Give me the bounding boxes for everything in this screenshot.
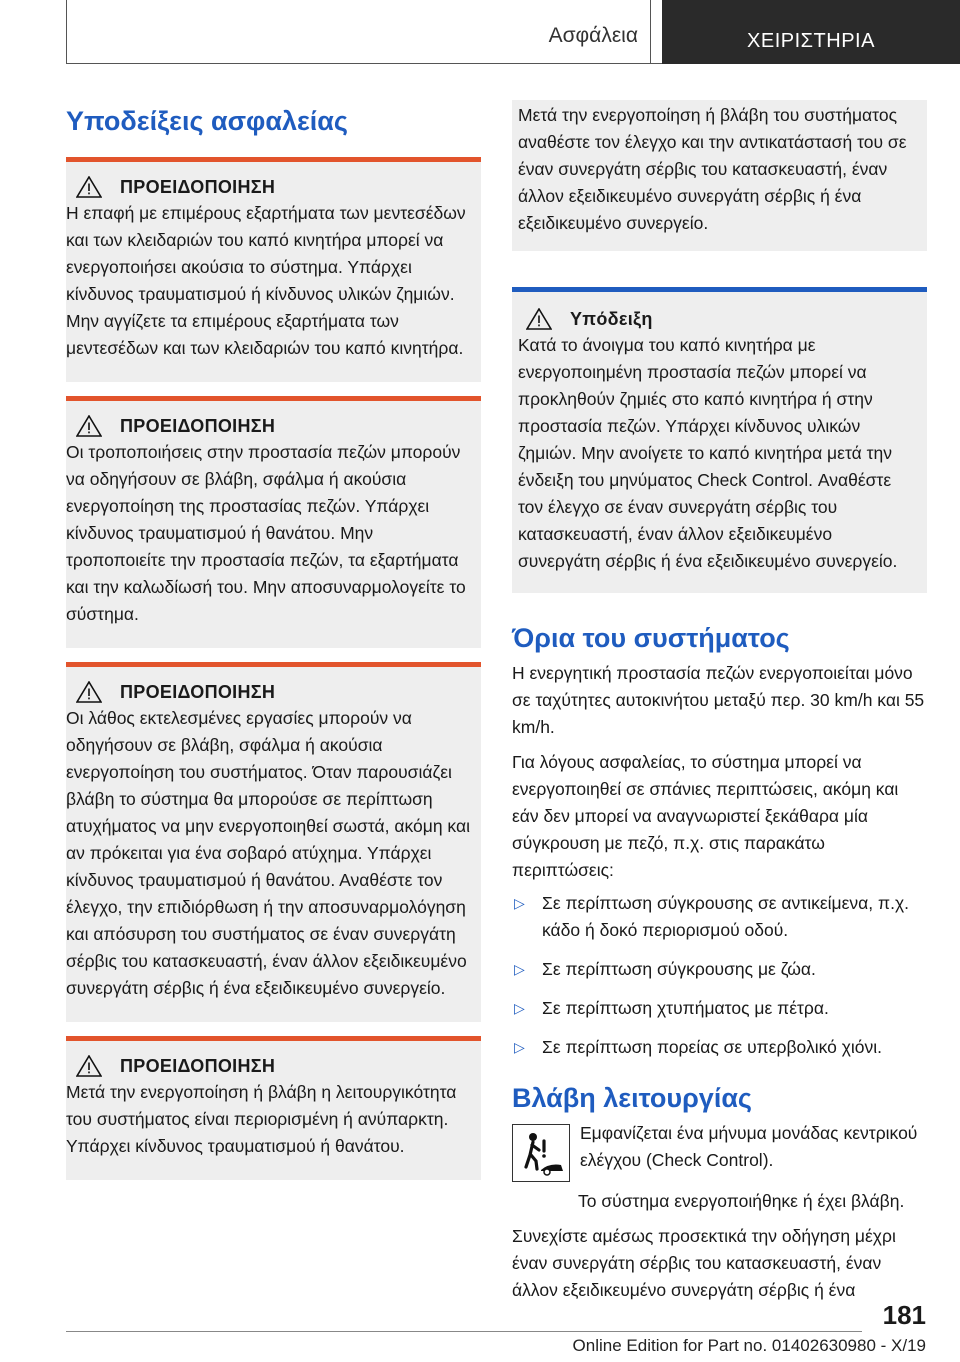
header-chapter: ΧΕΙΡΙΣΤΗΡΙΑ bbox=[662, 0, 960, 64]
section-title-limits: Όρια του συστήματος bbox=[512, 623, 790, 653]
triangle-bullet-icon: ▷ bbox=[514, 1039, 525, 1055]
list-item: ▷ Σε περίπτωση σύγκρουσης σε αντικείμενα, π.χ. κάδο ή δοκό περιορισμού οδού. bbox=[512, 890, 927, 944]
section-system-limits bbox=[512, 623, 927, 1061]
warning-text: Η επαφή με επιμέρους εξαρτήματα των μεντεσέδων και των κλειδαριών του καπό κινητήρα μπορεί να ενεργοποιήσει ακούσια το σύστημα. Υπάρχει κίνδυνος τραυματισμού ή κίνδυνος υλικών ζημιών. Μην αγγίζετε τα επιμέρους εξαρτήματα των μεντεσέδων και των κλειδαριών του καπό κινητήρα. bbox=[66, 203, 466, 358]
warning-box bbox=[66, 157, 481, 382]
warning-header bbox=[76, 176, 475, 198]
page-number: 181 bbox=[882, 1300, 926, 1330]
warning-header bbox=[76, 415, 475, 437]
paragraph: Η ενεργητική προστασία πεζών ενεργοποιείται μόνο σε ταχύτητες αυτοκινήτου μεταξύ περ. 30 km/h και 55 km/h. bbox=[512, 663, 925, 737]
paragraph: Συνεχίστε αμέσως προσεκτικά την οδήγηση μέχρι έναν συνεργάτη σέρβις του κατασκευαστή, έναν άλλον εξειδικευμένο συνεργάτη σέρβις ή ένα bbox=[512, 1226, 896, 1300]
warning-label: ΠΡΟΕΙΔΟΠΟΙΗΣΗ bbox=[120, 681, 276, 702]
note-text: Κατά το άνοιγμα του καπό κινητήρα με ενεργοποιημένη προστασία πεζών μπορεί να προκληθούν ζημιές στο καπό κινητήρα ή στην προστασία πεζών. Υπάρχει κίνδυνος υλικών ζημιών. Μην ανοίγετε το καπό κινητήρα μετά την ένδειξη του μηνύματος Check Control. Αναθέστε τον έλεγχο σε έναν συνεργάτη σέρβις του κατασκευαστή, έναν άλλον εξειδικευμένο συνεργάτη σέρβις ή ένα εξειδικευμένο συνεργείο. bbox=[518, 335, 898, 571]
header-section: Ασφάλεια bbox=[548, 24, 638, 47]
warning-label: ΠΡΟΕΙΔΟΠΟΙΗΣΗ bbox=[120, 415, 276, 436]
header-rule bbox=[66, 63, 662, 64]
list-item: ▷ Σε περίπτωση σύγκρουσης με ζώα. bbox=[512, 956, 927, 983]
triangle-bullet-icon: ▷ bbox=[514, 961, 525, 977]
warning-continued-text: Μετά την ενεργοποίηση ή βλάβη του συστήματος αναθέστε τον έλεγχο και την αντικατάστασή του σε έναν συνεργάτη σέρβις του κατασκευαστή, έναν άλλον εξειδικευμένο συνεργάτη σέρβις ή ένα εξειδικευμένο συνεργείο. bbox=[512, 100, 927, 251]
warning-triangle-icon bbox=[76, 681, 102, 703]
warning-triangle-icon bbox=[76, 176, 102, 198]
triangle-bullet-icon: ▷ bbox=[514, 895, 525, 911]
section-title-malfunction: Βλάβη λειτουργίας bbox=[512, 1083, 752, 1113]
paragraph: Για λόγους ασφαλείας, το σύστημα μπορεί να ενεργοποιηθεί σε σπάνιες περιπτώσεις, ακόμη και εάν δεν μπορεί να αναγνωριστεί ξεκάθαρα μία σύγκρουση με πεζό, π.χ. στις παρακάτω περιπτώσεις: bbox=[512, 752, 899, 880]
footer-edition: Online Edition for Part no. 01402630980 - X/19 bbox=[572, 1336, 926, 1355]
warning-text: Μετά την ενεργοποίηση ή βλάβη η λειτουργικότητα του συστήματος είναι περιορισμένη ή ανύπαρκτη. Υπάρχει κίνδυνος τραυματισμού ή θανάτου. bbox=[66, 1082, 457, 1156]
list-item: ▷ Σε περίπτωση πορείας σε υπερβολικό χιόνι. bbox=[512, 1034, 927, 1061]
header-divider-mid bbox=[650, 0, 651, 64]
list-item: ▷ Σε περίπτωση χτυπήματος με πέτρα. bbox=[512, 995, 927, 1022]
warning-header bbox=[76, 1055, 475, 1077]
warning-text: Οι λάθος εκτελεσμένες εργασίες μπορούν να οδηγήσουν σε βλάβη, σφάλμα ή ακούσια ενεργοποίηση του συστήματος. Όταν παρουσιάζει βλάβη το σύστημα θα μπορούσε σε περίπτωση ατυχήματος να μην ενεργοποιηθεί σωστά, ακόμη και αν πρόκειται για ένα σοβαρό ατύχημα. Υπάρχει κίνδυνος τραυματισμού ή θανάτου. Αναθέστε τον έλεγχο, την επιδιόρθωση ή την αποσυναρμολόγηση και απόσυρση του συστήματος σε έναν συνεργάτη σέρβις του κατασκευαστή, έναν άλλον εξειδικευμένο συνεργάτη σέρβις ή ένα εξειδικευμένο συνεργείο. bbox=[66, 708, 470, 998]
left-column bbox=[66, 100, 481, 1180]
warning-label: ΠΡΟΕΙΔΟΠΟΙΗΣΗ bbox=[120, 1055, 276, 1076]
footer-rule bbox=[66, 1331, 862, 1332]
warning-box bbox=[66, 396, 481, 648]
note-header bbox=[526, 308, 919, 330]
paragraph: Εμφανίζεται ένα μήνυμα μονάδας κεντρικού ελέγχου (Check Control). bbox=[580, 1123, 918, 1170]
warning-triangle-icon bbox=[76, 415, 102, 437]
warning-text: Οι τροποποιήσεις στην προστασία πεζών μπορούν να οδηγήσουν σε βλάβη, σφάλμα ή ακούσια ενεργοποίηση της προστασίας πεζών. Υπάρχει κίνδυνος τραυματισμού ή θανάτου. Μην τροποποιείτε την προστασία πεζών, τα εξαρτήματα και την καλωδίωσή του. Μην αποσυναρμολογείτε το σύστημα. bbox=[66, 442, 466, 624]
paragraph: Το σύστημα ενεργοποιήθηκε ή έχει βλάβη. bbox=[578, 1191, 905, 1211]
warning-box bbox=[66, 1036, 481, 1180]
section-title-safety: Υποδείξεις ασφαλείας bbox=[66, 106, 348, 136]
warning-triangle-icon bbox=[76, 1055, 102, 1077]
bullet-list bbox=[512, 890, 927, 1061]
warning-header bbox=[76, 681, 475, 703]
section-malfunction bbox=[512, 1083, 927, 1304]
right-column bbox=[512, 100, 927, 1304]
triangle-bullet-icon: ▷ bbox=[514, 1000, 525, 1016]
fault-message-row bbox=[512, 1120, 927, 1182]
note-label: Υπόδειξη bbox=[570, 308, 653, 329]
pedestrian-protection-warning-icon bbox=[512, 1124, 570, 1182]
warning-box bbox=[66, 662, 481, 1022]
note-box bbox=[512, 287, 927, 593]
warning-triangle-icon bbox=[526, 308, 552, 330]
warning-label: ΠΡΟΕΙΔΟΠΟΙΗΣΗ bbox=[120, 176, 276, 197]
